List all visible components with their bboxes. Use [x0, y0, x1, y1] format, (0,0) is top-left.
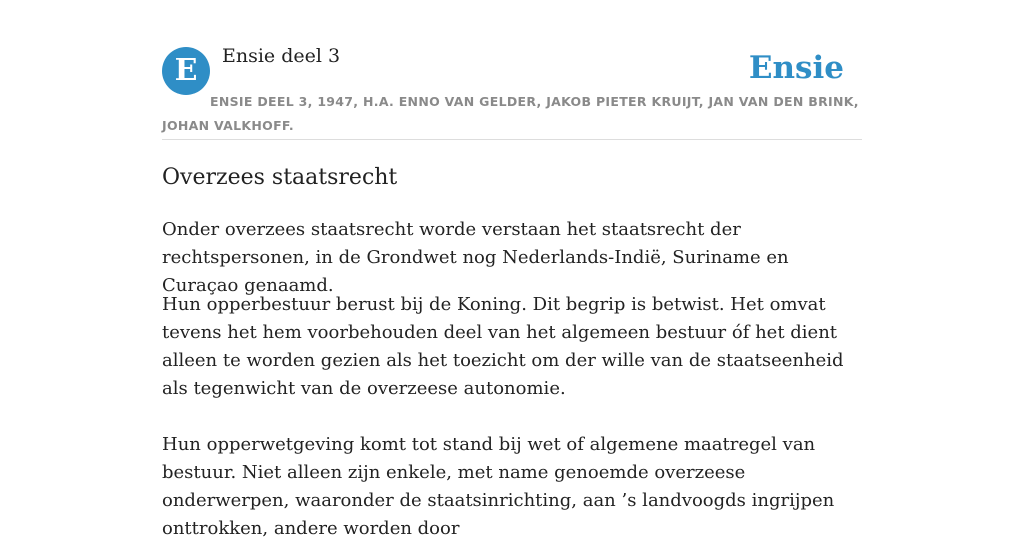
paragraph: Onder overzees staatsrecht worde verstaan het staatsrecht der rechtspersonen, in de Grondwet nog Nederlands-Indië, Suriname en Curaçao genaamd.	[162, 219, 789, 296]
page-title: Overzees staatsrecht	[162, 165, 398, 190]
header-divider	[162, 139, 862, 140]
brand-link[interactable]: Ensie	[748, 50, 844, 86]
book-title-link[interactable]: Ensie deel 3	[222, 45, 341, 67]
ensie-logo-icon[interactable]: E	[162, 47, 210, 95]
paragraph: Hun opperwetgeving komt tot stand bij wet of algemene maatregel van bestuur. Niet alleen zijn enkele, met name genoemde overzeese onderwerpen, waaronder de staatsinrichting, aan ’s landvoogds ingrijpen onttrokken, andere worden door	[162, 434, 835, 539]
source-meta: ENSIE DEEL 3, 1947, H.A. ENNO VAN GELDER, JAKOB PIETER KRUIJT, JAN VAN DEN BRINK, JOHAN VALKHOFF.	[162, 94, 859, 133]
paragraph: Hun opperbestuur berust bij de Koning. Dit begrip is betwist. Het omvat tevens het hem voorbehouden deel van het algemeen bestuur óf het dient alleen te worden gezien als het toezicht om der wille van de staatseenheid als tegenwicht van de overzeese autonomie.	[162, 294, 844, 399]
